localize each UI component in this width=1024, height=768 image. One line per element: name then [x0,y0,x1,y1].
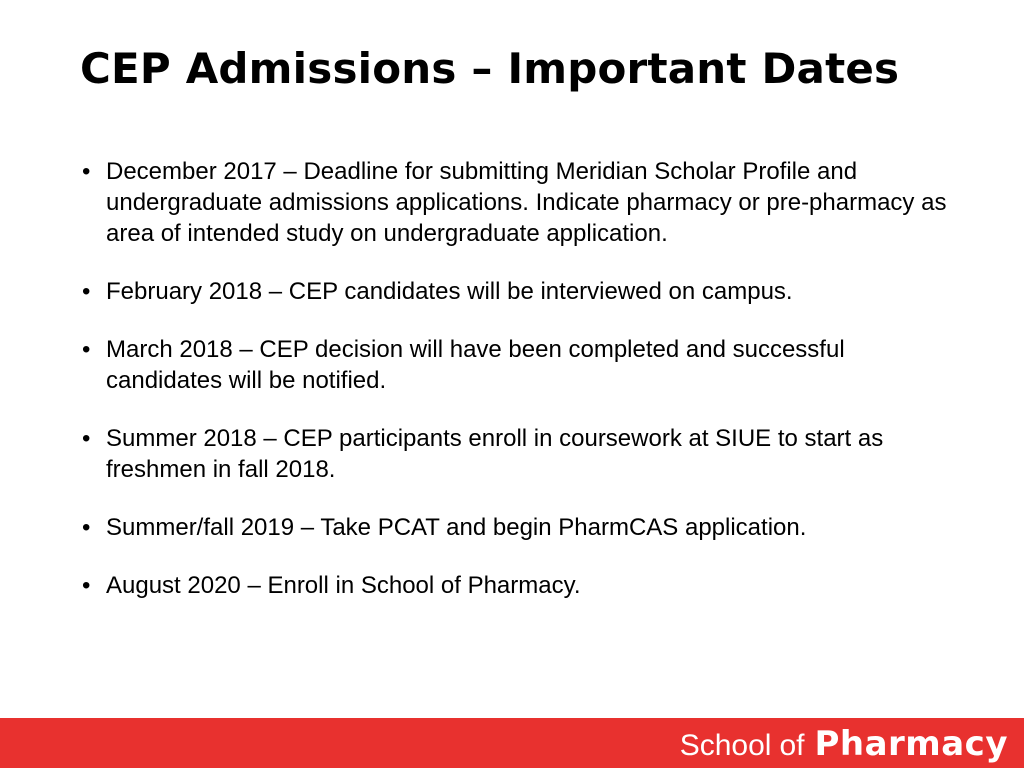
footer-of-text: of [779,729,805,762]
bullet-symbol: • [82,514,91,541]
bullet-text: March 2018 – CEP decision will have been completed and successful candidates will be notified. [106,336,845,394]
footer-pharmacy-text: Pharmacy [814,724,1008,764]
bullet-text: Summer 2018 – CEP participants enroll in coursework at SIUE to start as freshmen in fall 2018. [106,425,884,483]
footer-school-text: School [679,729,772,762]
bullet-symbol: • [82,278,91,305]
footer-bar [0,718,1024,768]
bullet-text: August 2020 – Enroll in School of Pharmacy. [106,572,581,599]
bullet-symbol: • [82,336,91,363]
bullet-item [80,156,960,249]
bullet-item [80,512,960,543]
bullet-item [80,276,960,307]
slide-title: CEP Admissions – Important Dates [80,44,900,93]
bullet-symbol: • [82,572,91,599]
bullet-symbol: • [82,425,91,452]
bullet-item [80,334,960,396]
school-of-pharmacy-wordmark [680,723,1008,767]
bullet-list [80,156,960,628]
bullet-item [80,570,960,601]
bullet-text: December 2017 – Deadline for submitting Meridian Scholar Profile and undergraduate admissions applications. Indicate pharmacy or pre-pharmacy as area of intended study on undergraduate application. [106,158,947,247]
bullet-text: Summer/fall 2019 – Take PCAT and begin PharmCAS application. [106,514,807,541]
bullet-text: February 2018 – CEP candidates will be interviewed on campus. [106,278,793,305]
bullet-item [80,423,960,485]
bullet-symbol: • [82,158,91,185]
